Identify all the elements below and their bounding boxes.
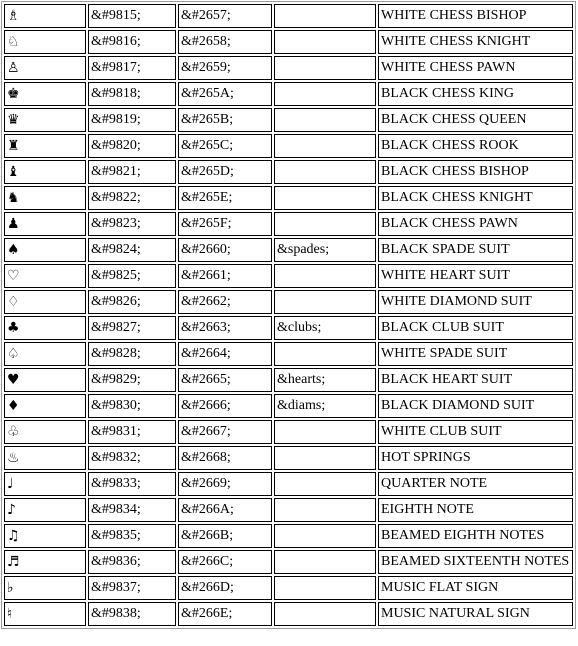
table-row <box>4 342 573 366</box>
description-cell: WHITE CLUB SUIT <box>378 420 573 444</box>
entity-name-cell <box>274 4 376 28</box>
table-row <box>4 394 573 418</box>
entity-name-cell: &diams; <box>274 394 376 418</box>
entity-name-cell <box>274 56 376 80</box>
table-row <box>4 30 573 54</box>
hex-code-cell: &#2663; <box>178 316 272 340</box>
table-row <box>4 264 573 288</box>
table-row <box>4 524 573 548</box>
decimal-code-cell: &#9835; <box>88 524 176 548</box>
hex-code-cell: &#265F; <box>178 212 272 236</box>
hex-code-cell: &#266C; <box>178 550 272 574</box>
table-row <box>4 56 573 80</box>
description-cell: QUARTER NOTE <box>378 472 573 496</box>
hex-code-cell: &#2659; <box>178 56 272 80</box>
table-row <box>4 212 573 236</box>
entity-table-body <box>4 4 573 626</box>
entity-name-cell <box>274 420 376 444</box>
decimal-code-cell: &#9823; <box>88 212 176 236</box>
decimal-code-cell: &#9838; <box>88 602 176 626</box>
symbol-glyph-cell: ♠ <box>4 238 86 262</box>
hex-code-cell: &#265A; <box>178 82 272 106</box>
symbol-glyph-cell: ♜ <box>4 134 86 158</box>
hex-code-cell: &#266A; <box>178 498 272 522</box>
description-cell: BLACK CHESS ROOK <box>378 134 573 158</box>
entity-table <box>1 1 576 629</box>
decimal-code-cell: &#9826; <box>88 290 176 314</box>
entity-name-cell: &clubs; <box>274 316 376 340</box>
hex-code-cell: &#266E; <box>178 602 272 626</box>
decimal-code-cell: &#9825; <box>88 264 176 288</box>
symbol-glyph-cell: ♚ <box>4 82 86 106</box>
decimal-code-cell: &#9830; <box>88 394 176 418</box>
table-row <box>4 550 573 574</box>
hex-code-cell: &#2658; <box>178 30 272 54</box>
entity-name-cell <box>274 134 376 158</box>
hex-code-cell: &#265D; <box>178 160 272 184</box>
decimal-code-cell: &#9831; <box>88 420 176 444</box>
entity-name-cell <box>274 472 376 496</box>
entity-name-cell <box>274 212 376 236</box>
entity-name-cell <box>274 160 376 184</box>
hex-code-cell: &#266D; <box>178 576 272 600</box>
description-cell: WHITE HEART SUIT <box>378 264 573 288</box>
hex-code-cell: &#2664; <box>178 342 272 366</box>
hex-code-cell: &#265B; <box>178 108 272 132</box>
symbol-glyph-cell: ♝ <box>4 160 86 184</box>
symbol-glyph-cell: ♪ <box>4 498 86 522</box>
entity-name-cell <box>274 498 376 522</box>
decimal-code-cell: &#9836; <box>88 550 176 574</box>
description-cell: MUSIC NATURAL SIGN <box>378 602 573 626</box>
decimal-code-cell: &#9820; <box>88 134 176 158</box>
description-cell: BLACK CLUB SUIT <box>378 316 573 340</box>
decimal-code-cell: &#9834; <box>88 498 176 522</box>
decimal-code-cell: &#9822; <box>88 186 176 210</box>
symbol-glyph-cell: ♩ <box>4 472 86 496</box>
entity-name-cell <box>274 186 376 210</box>
symbol-glyph-cell: ♟ <box>4 212 86 236</box>
decimal-code-cell: &#9817; <box>88 56 176 80</box>
description-cell: BLACK HEART SUIT <box>378 368 573 392</box>
description-cell: WHITE CHESS BISHOP <box>378 4 573 28</box>
description-cell: MUSIC FLAT SIGN <box>378 576 573 600</box>
symbol-glyph-cell: ♧ <box>4 420 86 444</box>
decimal-code-cell: &#9827; <box>88 316 176 340</box>
hex-code-cell: &#2669; <box>178 472 272 496</box>
decimal-code-cell: &#9824; <box>88 238 176 262</box>
hex-code-cell: &#2661; <box>178 264 272 288</box>
entity-name-cell <box>274 524 376 548</box>
entity-name-cell <box>274 290 376 314</box>
description-cell: BLACK CHESS KING <box>378 82 573 106</box>
description-cell: EIGHTH NOTE <box>378 498 573 522</box>
hex-code-cell: &#2667; <box>178 420 272 444</box>
decimal-code-cell: &#9837; <box>88 576 176 600</box>
table-row <box>4 576 573 600</box>
decimal-code-cell: &#9815; <box>88 4 176 28</box>
table-row <box>4 108 573 132</box>
decimal-code-cell: &#9828; <box>88 342 176 366</box>
description-cell: WHITE CHESS KNIGHT <box>378 30 573 54</box>
decimal-code-cell: &#9818; <box>88 82 176 106</box>
symbol-glyph-cell: ♡ <box>4 264 86 288</box>
entity-name-cell <box>274 342 376 366</box>
description-cell: WHITE DIAMOND SUIT <box>378 290 573 314</box>
entity-name-cell <box>274 446 376 470</box>
hex-code-cell: &#2657; <box>178 4 272 28</box>
symbol-glyph-cell: ♬ <box>4 550 86 574</box>
symbol-glyph-cell: ♛ <box>4 108 86 132</box>
table-row <box>4 420 573 444</box>
table-row <box>4 4 573 28</box>
table-row <box>4 290 573 314</box>
table-row <box>4 368 573 392</box>
table-row <box>4 472 573 496</box>
hex-code-cell: &#2666; <box>178 394 272 418</box>
entity-name-cell <box>274 602 376 626</box>
symbol-glyph-cell: ♤ <box>4 342 86 366</box>
symbol-glyph-cell: ♙ <box>4 56 86 80</box>
description-cell: BLACK SPADE SUIT <box>378 238 573 262</box>
symbol-glyph-cell: ♭ <box>4 576 86 600</box>
description-cell: BEAMED EIGHTH NOTES <box>378 524 573 548</box>
hex-code-cell: &#2660; <box>178 238 272 262</box>
description-cell: BLACK DIAMOND SUIT <box>378 394 573 418</box>
description-cell: BLACK CHESS KNIGHT <box>378 186 573 210</box>
table-row <box>4 602 573 626</box>
symbol-glyph-cell: ♦ <box>4 394 86 418</box>
description-cell: BEAMED SIXTEENTH NOTES <box>378 550 573 574</box>
symbol-glyph-cell: ♣ <box>4 316 86 340</box>
hex-code-cell: &#265C; <box>178 134 272 158</box>
entity-name-cell <box>274 550 376 574</box>
description-cell: BLACK CHESS BISHOP <box>378 160 573 184</box>
description-cell: WHITE SPADE SUIT <box>378 342 573 366</box>
table-row <box>4 316 573 340</box>
symbol-glyph-cell: ♫ <box>4 524 86 548</box>
decimal-code-cell: &#9832; <box>88 446 176 470</box>
entity-name-cell: &hearts; <box>274 368 376 392</box>
description-cell: WHITE CHESS PAWN <box>378 56 573 80</box>
symbol-glyph-cell: ♘ <box>4 30 86 54</box>
symbol-glyph-cell: ♮ <box>4 602 86 626</box>
entity-name-cell <box>274 108 376 132</box>
symbol-glyph-cell: ♢ <box>4 290 86 314</box>
decimal-code-cell: &#9819; <box>88 108 176 132</box>
decimal-code-cell: &#9829; <box>88 368 176 392</box>
entity-name-cell <box>274 30 376 54</box>
table-row <box>4 446 573 470</box>
description-cell: BLACK CHESS QUEEN <box>378 108 573 132</box>
symbol-glyph-cell: ♗ <box>4 4 86 28</box>
hex-code-cell: &#2662; <box>178 290 272 314</box>
hex-code-cell: &#2665; <box>178 368 272 392</box>
entity-name-cell <box>274 576 376 600</box>
decimal-code-cell: &#9833; <box>88 472 176 496</box>
table-row <box>4 134 573 158</box>
table-row <box>4 238 573 262</box>
entity-name-cell <box>274 82 376 106</box>
symbol-glyph-cell: ♥ <box>4 368 86 392</box>
table-row <box>4 82 573 106</box>
table-row <box>4 160 573 184</box>
table-row <box>4 186 573 210</box>
decimal-code-cell: &#9821; <box>88 160 176 184</box>
hex-code-cell: &#2668; <box>178 446 272 470</box>
decimal-code-cell: &#9816; <box>88 30 176 54</box>
hex-code-cell: &#265E; <box>178 186 272 210</box>
description-cell: HOT SPRINGS <box>378 446 573 470</box>
symbol-glyph-cell: ♞ <box>4 186 86 210</box>
table-row <box>4 498 573 522</box>
hex-code-cell: &#266B; <box>178 524 272 548</box>
entity-name-cell: &spades; <box>274 238 376 262</box>
symbol-glyph-cell: ♨ <box>4 446 86 470</box>
description-cell: BLACK CHESS PAWN <box>378 212 573 236</box>
entity-name-cell <box>274 264 376 288</box>
